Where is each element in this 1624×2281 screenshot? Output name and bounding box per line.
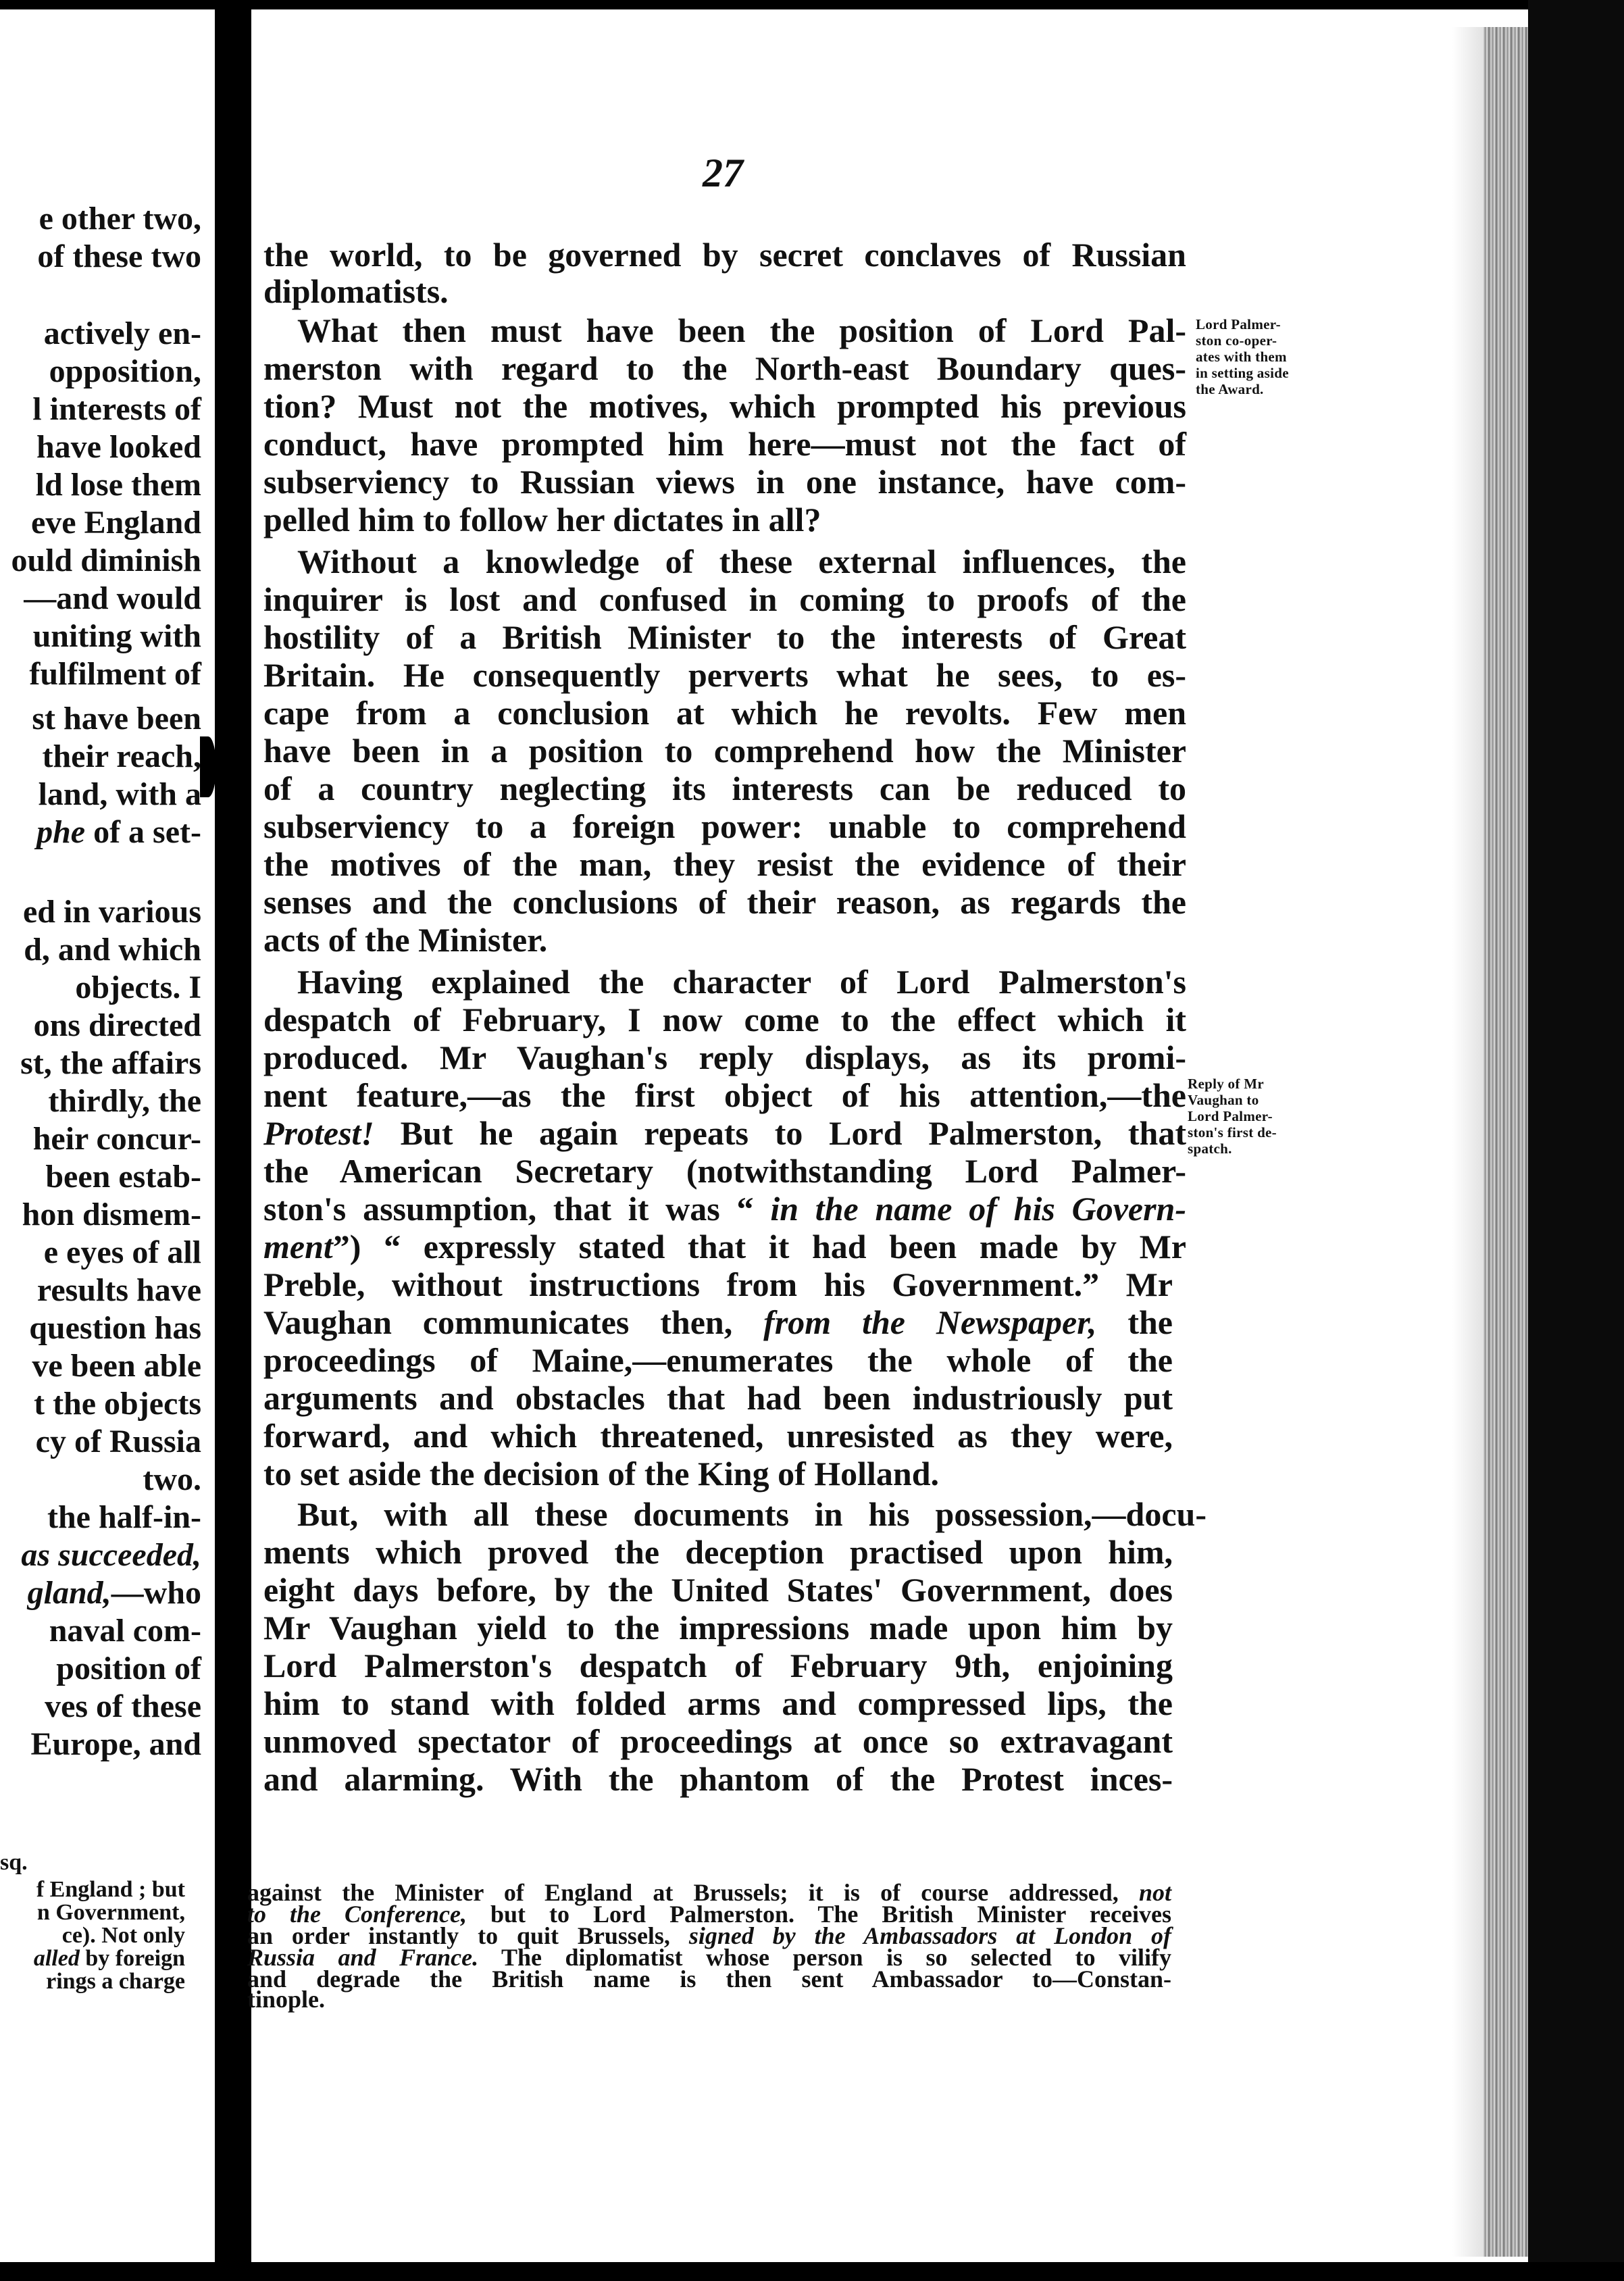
previous-page-line: ve been able — [32, 1348, 201, 1384]
footnote-line: an order instantly to quit Brussels, signed by the Ambassadors at London of — [247, 1922, 1172, 1949]
body-line: Vaughan communicates then, from the Newspaper, the — [263, 1303, 1173, 1341]
margin-note-line: ston co-oper- — [1196, 332, 1277, 349]
previous-page-line: t the objects — [34, 1386, 201, 1422]
body-line: to set aside the decision of the King of Holland. — [263, 1455, 940, 1493]
body-line: What then must have been the position of Lord Pal- — [297, 311, 1186, 349]
body-line: subserviency to a foreign power: unable to comprehend — [263, 807, 1186, 845]
body-line: conduct, have prompted him here—must not the fact of — [263, 425, 1186, 463]
body-line: acts of the Minister. — [263, 921, 548, 959]
previous-page-line: ould diminish — [11, 543, 201, 578]
previous-page-line: fulfilment of — [29, 656, 201, 692]
body-line: But, with all these documents in his possession,—docu- — [297, 1495, 1207, 1533]
body-line: the world, to be governed by secret conclaves of Russian — [263, 236, 1186, 274]
previous-page-footnote-line: alled by foreign — [33, 1946, 185, 1971]
margin-note-line: Reply of Mr — [1188, 1076, 1264, 1092]
previous-page-line: thirdly, the — [48, 1083, 201, 1119]
previous-page-line: the half-in- — [47, 1499, 201, 1535]
margin-note-line: in setting aside — [1196, 365, 1289, 381]
body-line: pelled him to follow her dictates in all? — [263, 501, 821, 538]
margin-note-line: Lord Palmer- — [1196, 316, 1281, 332]
body-line: proceedings of Maine,—enumerates the whole of the — [263, 1341, 1173, 1379]
margin-note-line: Vaughan to — [1188, 1092, 1259, 1108]
previous-page-line: two. — [143, 1461, 201, 1497]
body-line: ston's assumption, that it was “ in the name of his Govern- — [263, 1190, 1187, 1228]
previous-page-line: ld lose them — [35, 467, 201, 503]
body-line: him to stand with folded arms and compressed lips, the — [263, 1684, 1173, 1722]
body-line: Britain. He consequently perverts what he sees, to es- — [263, 656, 1186, 694]
body-line: despatch of February, I now come to the effect which it — [263, 1001, 1186, 1038]
body-line: tion? Must not the motives, which prompted his previous — [263, 387, 1186, 425]
previous-page-footnote-line: sq. — [0, 1850, 28, 1875]
book-gutter — [215, 0, 251, 2281]
previous-page-line: have looked — [36, 429, 201, 465]
previous-page-line: land, with a — [38, 776, 201, 812]
previous-page-line: their reach, — [42, 738, 201, 774]
previous-page-line: uniting with — [32, 618, 201, 654]
body-line: the motives of the man, they resist the evidence of their — [263, 845, 1186, 883]
page-number: 27 — [703, 151, 743, 195]
previous-page-footnote-line: n Government, — [36, 1900, 185, 1925]
page-stack-edges — [1483, 27, 1528, 2257]
footnote-line: tinople. — [247, 1986, 326, 2013]
body-line: unmoved spectator of proceedings at once so extravagant — [263, 1722, 1173, 1760]
body-line: cape from a conclusion at which he revolts. Few men — [263, 694, 1186, 732]
body-line: forward, and which threatened, unresisted as they were, — [263, 1417, 1173, 1455]
margin-note-line: Lord Palmer- — [1188, 1108, 1273, 1124]
body-line: of a country neglecting its interests can be reduced to — [263, 770, 1186, 807]
body-line: merston with regard to the North-east Boundary ques- — [263, 349, 1186, 387]
body-line: hostility of a British Minister to the interests of Great — [263, 618, 1186, 656]
footnote-line: against the Minister of England at Brussels; it is of course addressed, not — [247, 1879, 1171, 1906]
previous-page-line: —and would — [24, 580, 201, 616]
previous-page-line: st, the affairs — [20, 1045, 201, 1081]
footnote-line: to the Conference, but to Lord Palmerston. The British Minister receives — [247, 1901, 1171, 1928]
previous-page-line: d, and which — [24, 932, 201, 968]
body-line: Without a knowledge of these external influences, the — [297, 543, 1186, 580]
body-line: inquirer is lost and confused in coming to proofs of the — [263, 580, 1186, 618]
scan-border-bottom — [0, 2262, 1624, 2281]
margin-note-line: ston's first de- — [1188, 1124, 1277, 1140]
footnote-line: and degrade the British name is then sent Ambassador to—Constan- — [247, 1965, 1171, 1992]
previous-page-line: st have been — [32, 701, 201, 736]
body-line: Preble, without instructions from his Government.” Mr — [263, 1265, 1173, 1303]
body-line: diplomatists. — [263, 272, 449, 310]
previous-page-line: e eyes of all — [43, 1234, 201, 1270]
footnote-line: Russia and France. The diplomatist whose person is so selected to vilify — [247, 1944, 1171, 1971]
body-line: subserviency to Russian views in one instance, have com- — [263, 463, 1186, 501]
previous-page-line: naval com- — [49, 1613, 201, 1649]
previous-page-line: actively en- — [43, 316, 201, 351]
body-line: Having explained the character of Lord Palmerston's — [297, 963, 1186, 1001]
previous-page-line: results have — [36, 1272, 201, 1308]
previous-page-line: as succeeded, — [21, 1537, 201, 1573]
previous-page-line: cy of Russia — [35, 1424, 201, 1459]
previous-page-line: Europe, and — [30, 1726, 201, 1762]
previous-page-footnote-line: rings a charge — [46, 1969, 185, 1994]
body-line: Lord Palmerston's despatch of February 9th, enjoining — [263, 1647, 1173, 1684]
margin-note-line: the Award. — [1196, 381, 1264, 397]
page-edge-shadow — [1452, 27, 1483, 2257]
previous-page-fragment — [0, 0, 215, 2281]
previous-page-line: l interests of — [32, 391, 201, 427]
body-line: senses and the conclusions of their reason, as regards the — [263, 883, 1186, 921]
body-line: ment”) “ expressly stated that it had been made by Mr — [263, 1228, 1186, 1265]
previous-page-line: hon dismem- — [22, 1197, 201, 1232]
body-line: arguments and obstacles that had been industriously put — [263, 1379, 1173, 1417]
previous-page-line: ons directed — [33, 1007, 201, 1043]
previous-page-line: of these two — [37, 239, 201, 274]
body-line: produced. Mr Vaughan's reply displays, as its promi- — [263, 1038, 1186, 1076]
previous-page-line: been estab- — [45, 1159, 201, 1195]
previous-page-line: opposition, — [49, 353, 201, 389]
previous-page-footnote-line: ce). Not only — [61, 1923, 185, 1948]
previous-page-footnote-line: f England ; but — [36, 1877, 185, 1902]
previous-page-line: position of — [56, 1651, 201, 1686]
body-line: and alarming. With the phantom of the Protest inces- — [263, 1760, 1173, 1798]
body-line: ments which proved the deception practised upon him, — [263, 1533, 1173, 1571]
body-line: the American Secretary (notwithstanding Lord Palmer- — [263, 1152, 1186, 1190]
previous-page-line: eve England — [30, 505, 201, 541]
body-line: nent feature,—as the first object of his attention,—the — [263, 1076, 1186, 1114]
body-line: Protest! But he again repeats to Lord Palmerston, that — [263, 1114, 1186, 1152]
body-line: eight days before, by the United States' Government, does — [263, 1571, 1173, 1609]
previous-page-line: ed in various — [22, 894, 201, 930]
margin-note-vaughan-reply — [1188, 1076, 1323, 1157]
body-line: have been in a position to comprehend how the Minister — [263, 732, 1186, 770]
previous-page-line: gland,—who — [27, 1575, 201, 1611]
margin-note-line: ates with them — [1196, 349, 1287, 365]
previous-page-line: e other two, — [39, 201, 201, 236]
previous-page-line: question has — [29, 1310, 201, 1346]
previous-page-line: heir concur- — [32, 1121, 201, 1157]
body-line: Mr Vaughan yield to the impressions made upon him by — [263, 1609, 1173, 1647]
previous-page-line: objects. I — [75, 970, 201, 1005]
scan-border-right — [1528, 0, 1624, 2281]
margin-note-line: spatch. — [1188, 1140, 1232, 1157]
margin-note-palmerston-cooperates — [1196, 316, 1331, 397]
previous-page-line: phe of a set- — [36, 814, 201, 850]
previous-page-line: ves of these — [45, 1688, 201, 1724]
